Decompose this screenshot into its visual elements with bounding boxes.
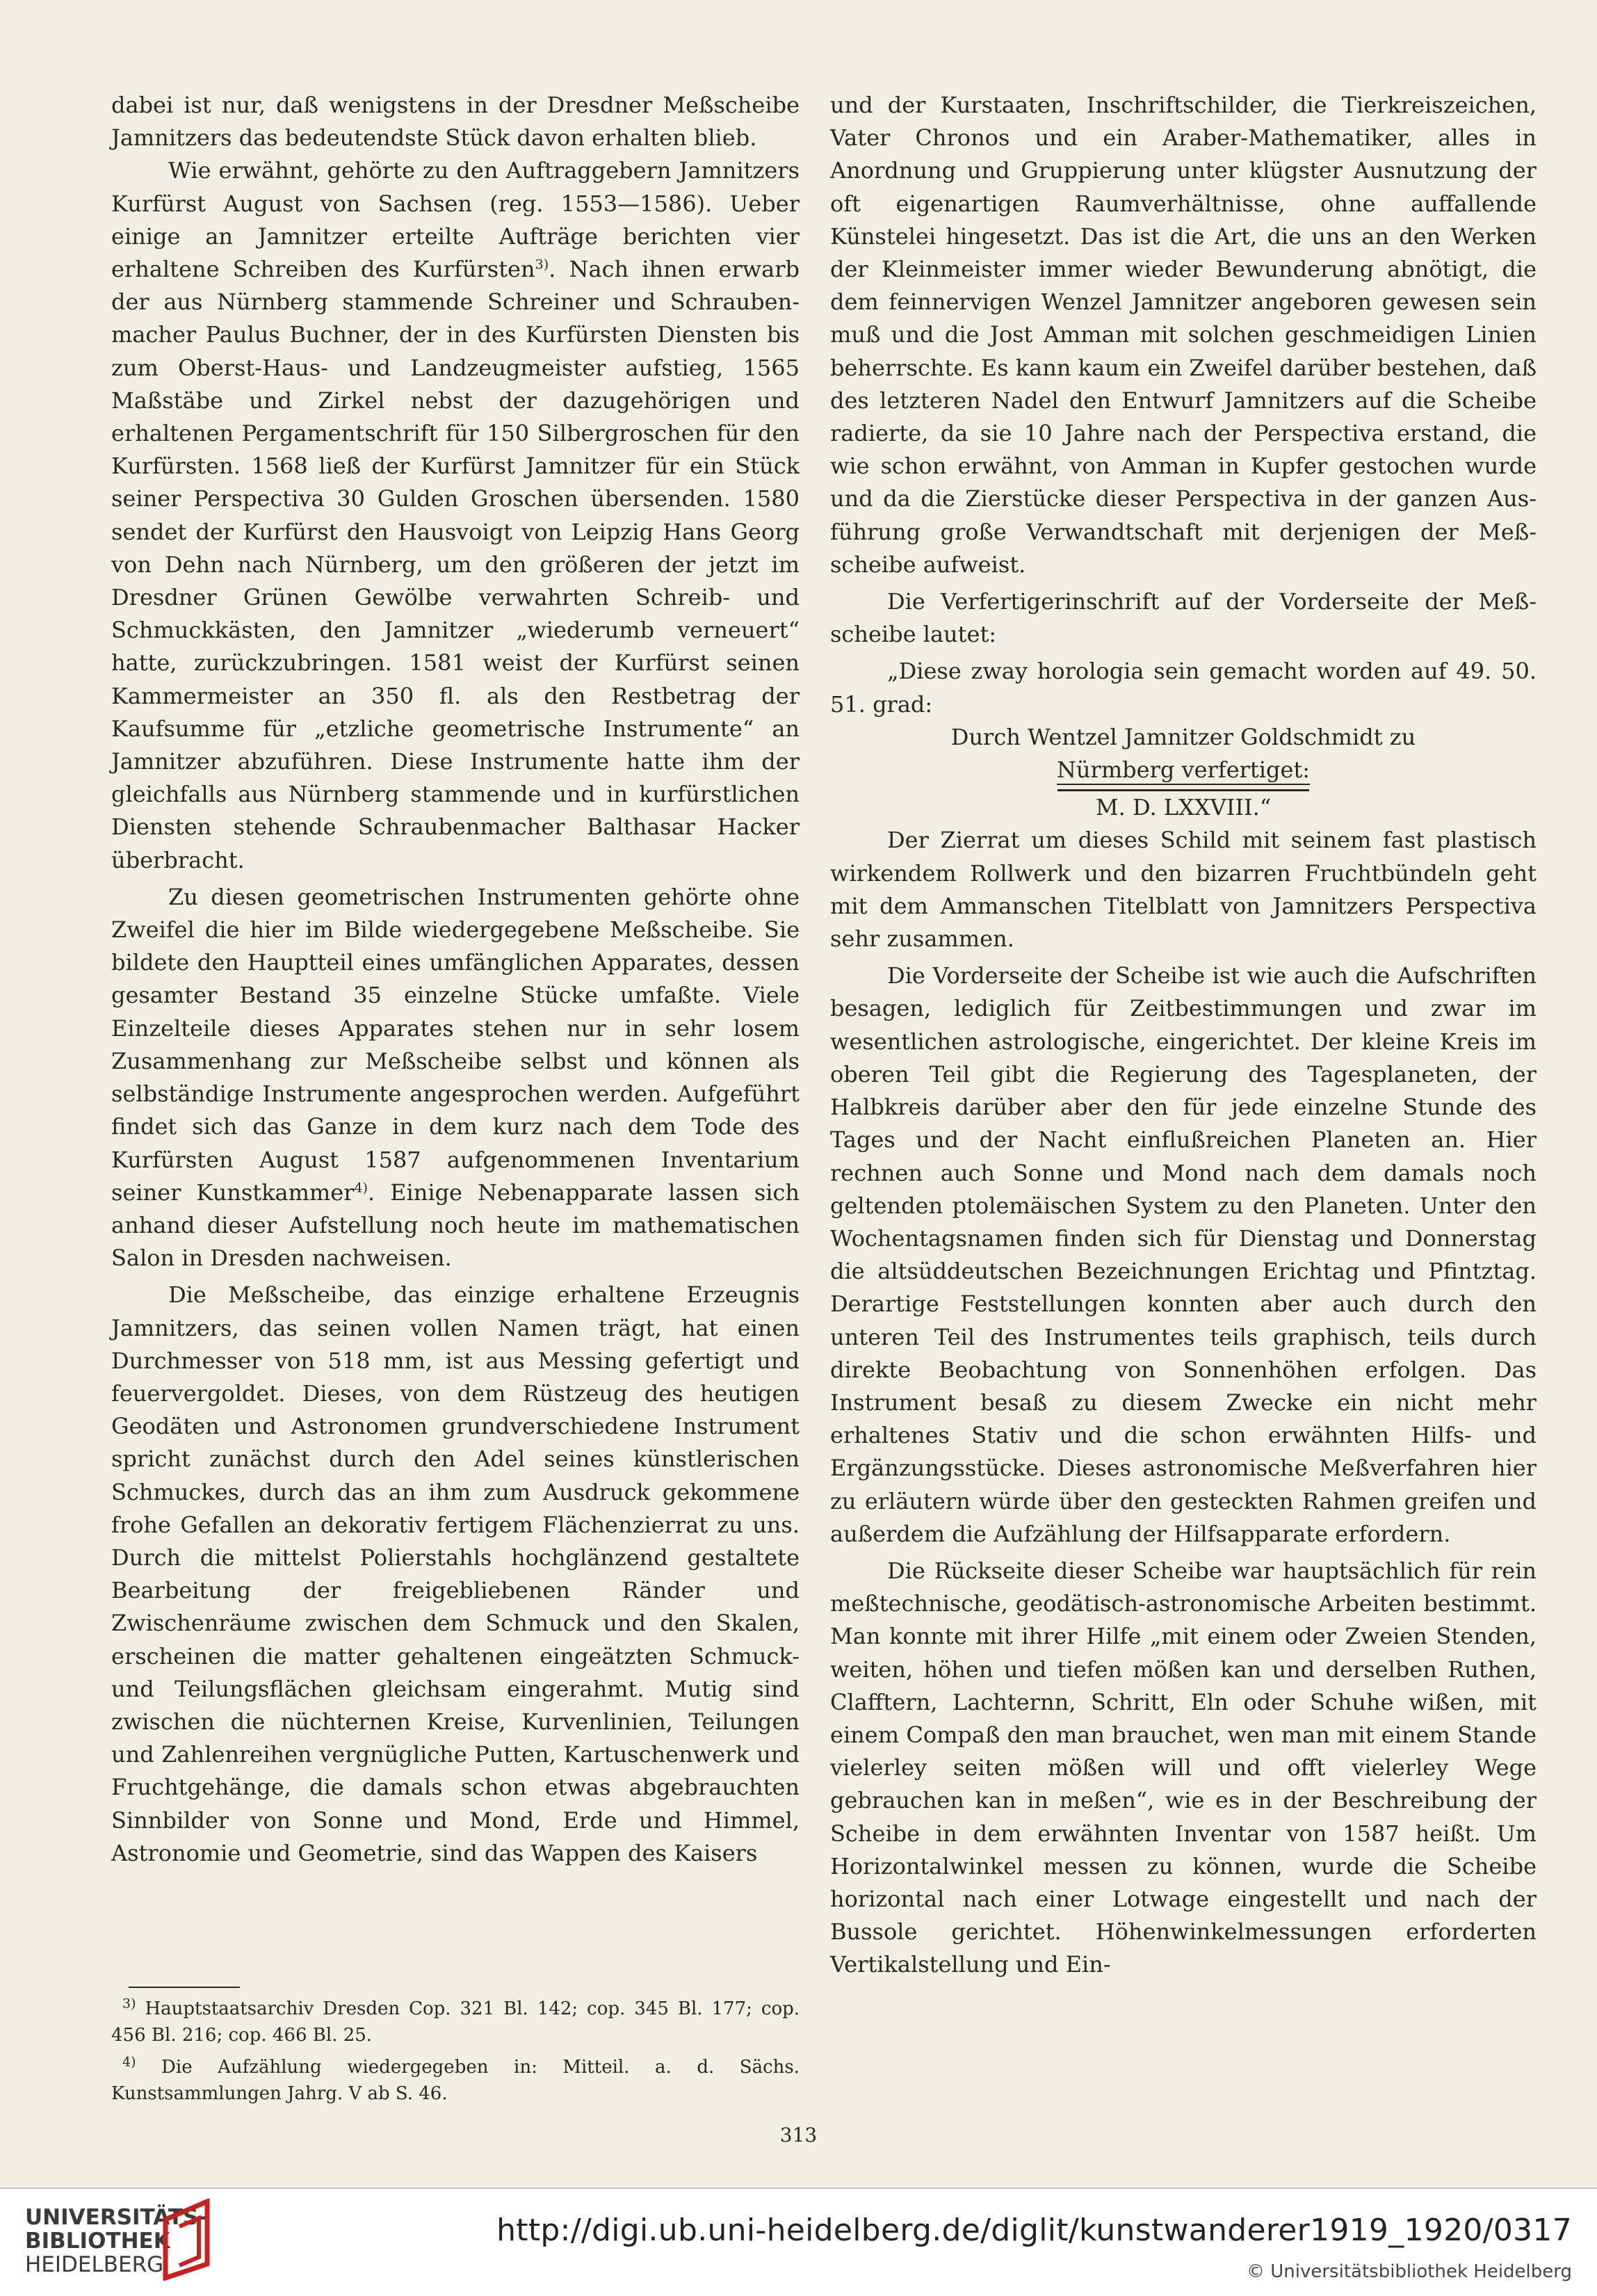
inscription-line-3: M. D. LXXVIII.“	[1095, 794, 1272, 821]
footer-bar	[0, 2189, 1597, 2296]
right-column	[830, 89, 1537, 1982]
footnote-divider	[129, 1987, 240, 1988]
paragraph-text: Wie erwähnt, gehörte zu den Auftraggebern Jamnitzers Kurfürst August von Sachsen (reg. 1553—1586). Ueber einige an Jamnitzer erteilte Aufträge berichten vier erhaltene Schreiben des Kurfürsten	[111, 157, 800, 283]
paragraph-text: dabei ist nur, daß wenigstens in der Dresdner Meßscheibe Jamnitzers das bedeutendste Stück davon erhalten blieb.	[111, 92, 800, 152]
page-number: 313	[779, 2124, 818, 2147]
paragraph-text: . Nach ihnen erwarb der aus Nürnberg stammende Schreiner und Schraubenmacher Paulus Buchner, der in des Kurfürsten Diensten bis zum Oberst-Haus- und Landzeugmeister aufstieg, 1565 Maßstäbe und Zirkel nebst der dazugehörigen und erhaltenen Pergamentschrift für 150 Silbergroschen für den Kurfürsten. 1568 ließ der Kurfürst Jamnitzer für ein Stück seiner Perspectiva 30 Gulden Groschen übersenden. 1580 sendet der Kurfürst den Hausvoigt von Leipzig Hans Georg von Dehn nach Nürnberg, um den größeren der jetzt im Dresdner Grünen Gewölbe verwahrten Schreib- und Schmuckkästen, den Jamnitzer „wiederumb verneuert“ hatte, zurückzubringen. 1581 weist der Kurfürst seinen Kammermeister an 350 fl. als den Restbetrag der Kaufsumme für „etzliche geometrische Instrumente“ an Jamnitzer abzuführen. Diese Instrumente hatte ihm der gleichfalls aus Nürnberg stammende und in kurfürstlichen Diensten stehende Schraubenmacher Balthasar Hacker überbracht.	[111, 256, 800, 873]
paragraph	[111, 154, 800, 876]
paragraph	[111, 89, 800, 154]
paragraph-text: Die Meßscheibe, das einzige erhaltene Erzeugnis Jamnitzers, das seinen vollen Namen trägt, hat einen Durchmesser von 518 mm, ist aus Messing gefertigt und feuervergoldet. Dieses, von dem Rüstzeug des heutigen Geodäten und Astronomen grundverschiedene Instrument spricht zunächst durch den Adel seines künstlerischen Schmuckes, durch das an ihm zum Ausdruck gekommene frohe Gefallen an dekorativ fertigem Flächenzierrat zu uns. Durch die mittelst Polierstahls hochglänzend gestaltete Bearbeitung der freigebliebenen Ränder und Zwischenräume zwischen dem Schmuck und den Skalen, erscheinen die matter gehaltenen eingeätzten Schmuck- und Teilungsflächen gleichsam eingerahmt. Mutig sind zwischen die nüchternen Kreise, Kurvenlinien, Teilungen und Zahlenreihen vergnügliche Putten, Kartuschenwerk und Fruchtgehänge, die damals schon etwas abgebrauchten Sinnbilder von Sonne und Mond, Erde und Himmel, Astronomie und Geometrie, sind das Wappen des Kaisers	[111, 1282, 800, 1866]
paragraph	[830, 585, 1537, 651]
paragraph-text: und der Kurstaaten, Inschriftschilder, die Tierkreiszeichen, Vater Chronos und ein Araber-Mathematiker, alles in Anordnung und Gruppierung unter klügster Ausnutzung der oft eigenartigen Raumverhältnisse, ohne auffallende Künstelei hingesetzt. Das ist die Art, die uns an den Werken der Kleinmeister immer wieder Bewunderung abnötigt, die dem feinnervigen Wenzel Jamnitzer angeboren gewesen sein muß und die Jost Amman mit solchen geschmeidigen Linien beherrschte. Es kann kaum ein Zweifel darüber bestehen, daß des letzteren Nadel den Entwurf Jamnitzers auf die Scheibe radierte, da sie 10 Jahre nach der Perspectiva erstand, die wie schon erwähnt, von Amman in Kupfer gestochen wurde und da die Zierstücke dieser Perspectiva in der ganzen Ausführung große Verwandtschaft mit derjenigen der Meßscheibe aufweist.	[830, 92, 1537, 578]
paragraph	[111, 1279, 800, 1870]
footnote	[111, 1996, 800, 2048]
paragraph	[830, 89, 1537, 581]
footnote	[111, 2054, 800, 2107]
paragraph-text: Die Vorderseite der Scheibe ist wie auch die Aufschriften besagen, lediglich für Zeitbestimmungen und zwar im wesentlichen astrologische, eingerichtet. Der kleine Kreis im oberen Teil gibt die Regierung des Tagesplaneten, der Halbkreis darüber aber den für jede einzelne Stunde des Tages und der Nacht einflußreichen Planeten an. Hier rechnen auch Sonne und Mond nach dem damals noch geltenden ptolemäischen System zu den Planeten. Unter den Wochentagsnamen finden sich für Dienstag und Donnerstag die altsüddeutschen Bezeichnungen Erichtag und Pfintztag. Derartige Feststellungen konnten aber auch durch den unteren Teil des Instrumentes teils graphisch, teils durch direkte Beobachtung von Sonnenhöhen erfolgen. Das Instrument besaß zu diesem Zwecke ein nicht mehr erhaltenes Stativ und die schon erwähnten Hilfs- und Ergänzungsstücke. Dieses astronomische Meßverfahren hier zu erläutern würde über den gesteckten Rahmen greifen und außerdem die Aufzählung der Hilfsapparate erfordern.	[830, 962, 1537, 1547]
left-column	[111, 89, 800, 1870]
permalink-url[interactable]: http://digi.ub.uni-heidelberg.de/diglit/kunstwanderer1919_1920/0317	[496, 2213, 1572, 2248]
paragraph	[830, 655, 1537, 720]
footnote-text: Die Aufzählung wiedergegeben in: Mitteil. a. d. Sächs. Kunstsammlungen Jahrg. V ab S. 46.	[111, 2057, 800, 2104]
inscription-line-2	[830, 754, 1537, 786]
paragraph	[111, 881, 800, 1275]
paragraph	[830, 1555, 1537, 1982]
paragraph-text: „Diese zway horologia sein gemacht worden auf 49. 50. 51. grad:	[830, 658, 1537, 718]
paragraph-text: Die Verfertigerinschrift auf der Vorderseite der Meßscheibe lautet:	[830, 588, 1537, 648]
footnote-mark: 4)	[122, 2054, 136, 2070]
inscription-underlined: Nürmberg verfertiget:	[1057, 756, 1310, 785]
paragraph-text: . Einige Nebenapparate lassen sich anhand dieser Aufstellung noch heute im mathematischen Salon in Dresden nachweisen.	[111, 1179, 800, 1272]
footnote-ref: 4)	[354, 1180, 368, 1196]
paragraph	[830, 824, 1537, 955]
footnote-mark: 3)	[122, 1996, 136, 2012]
paragraph-text: Der Zierrat um dieses Schild mit seinem fast plastisch wirkendem Rollwerk und den bizarren Fruchtbündeln geht mit dem Ammanschen Titelblatt von Jamnitzers Perspectiva sehr zusammen.	[830, 827, 1537, 953]
logo-line: BIBLIOTHEK	[25, 2229, 170, 2254]
copyright-notice: © Universitätsbibliothek Heidelberg	[1246, 2261, 1572, 2282]
footnotes	[111, 1996, 800, 2107]
paragraph	[830, 960, 1537, 1551]
footnote-ref: 3)	[535, 257, 549, 273]
inscription-line-1: Durch Wentzel Jamnitzer Goldschmidt zu	[950, 723, 1416, 750]
paragraph-text: Die Rückseite dieser Scheibe war hauptsächlich für rein meßtechnische, geodätisch-astronomische Arbeiten bestimmt. Man konnte mit ihrer Hilfe „mit einem oder Zweien Stenden, weiten, höhen und tiefen mößen kan und derselben Ruthen, Clafftern, Lachternn, Schritt, Eln oder Schuhe wißen, mit einem Compaß den man brauchet, wen man mit einem Stande vielerley seiten mößen will und offt vielerley Wege gebrauchen kan in meßen“, wie es in der Beschreibung der Scheibe in dem erwähnten Inventar von 1587 heißt. Um Horizontalwinkel messen zu können, wurde die Scheibe horizontal nach einer Lotwage eingestellt und nach der Bussole gerichtet. Höhenwinkelmessungen erforderten Vertikalstellung und Ein-	[830, 1557, 1537, 1978]
library-logo-icon	[159, 2199, 214, 2281]
footnote-text: Hauptstaatsarchiv Dresden Cop. 321 Bl. 142; cop. 345 Bl. 177; cop. 456 Bl. 216; cop. 466 Bl. 25.	[111, 1998, 800, 2046]
logo-line: UNIVERSITÄTS-	[25, 2205, 208, 2230]
paragraph-text: Zu diesen geometrischen Instrumenten gehörte ohne Zweifel die hier im Bilde wiedergegebene Meßscheibe. Sie bildete den Hauptteil eines umfänglichen Apparates, dessen gesamter Bestand 35 einzelne Stücke umfaßte. Viele Einzelteile dieses Apparates stehen nur in sehr losem Zusammenhang zur Meßscheibe selbst und können als selbständige Instrumente angesprochen werden. Aufgeführt findet sich das Ganze in dem kurz nach dem Tode des Kurfürsten August 1587 aufgenommenen Inventarium seiner Kunstkammer	[111, 883, 800, 1206]
logo-line: HEIDELBERG	[25, 2252, 164, 2277]
